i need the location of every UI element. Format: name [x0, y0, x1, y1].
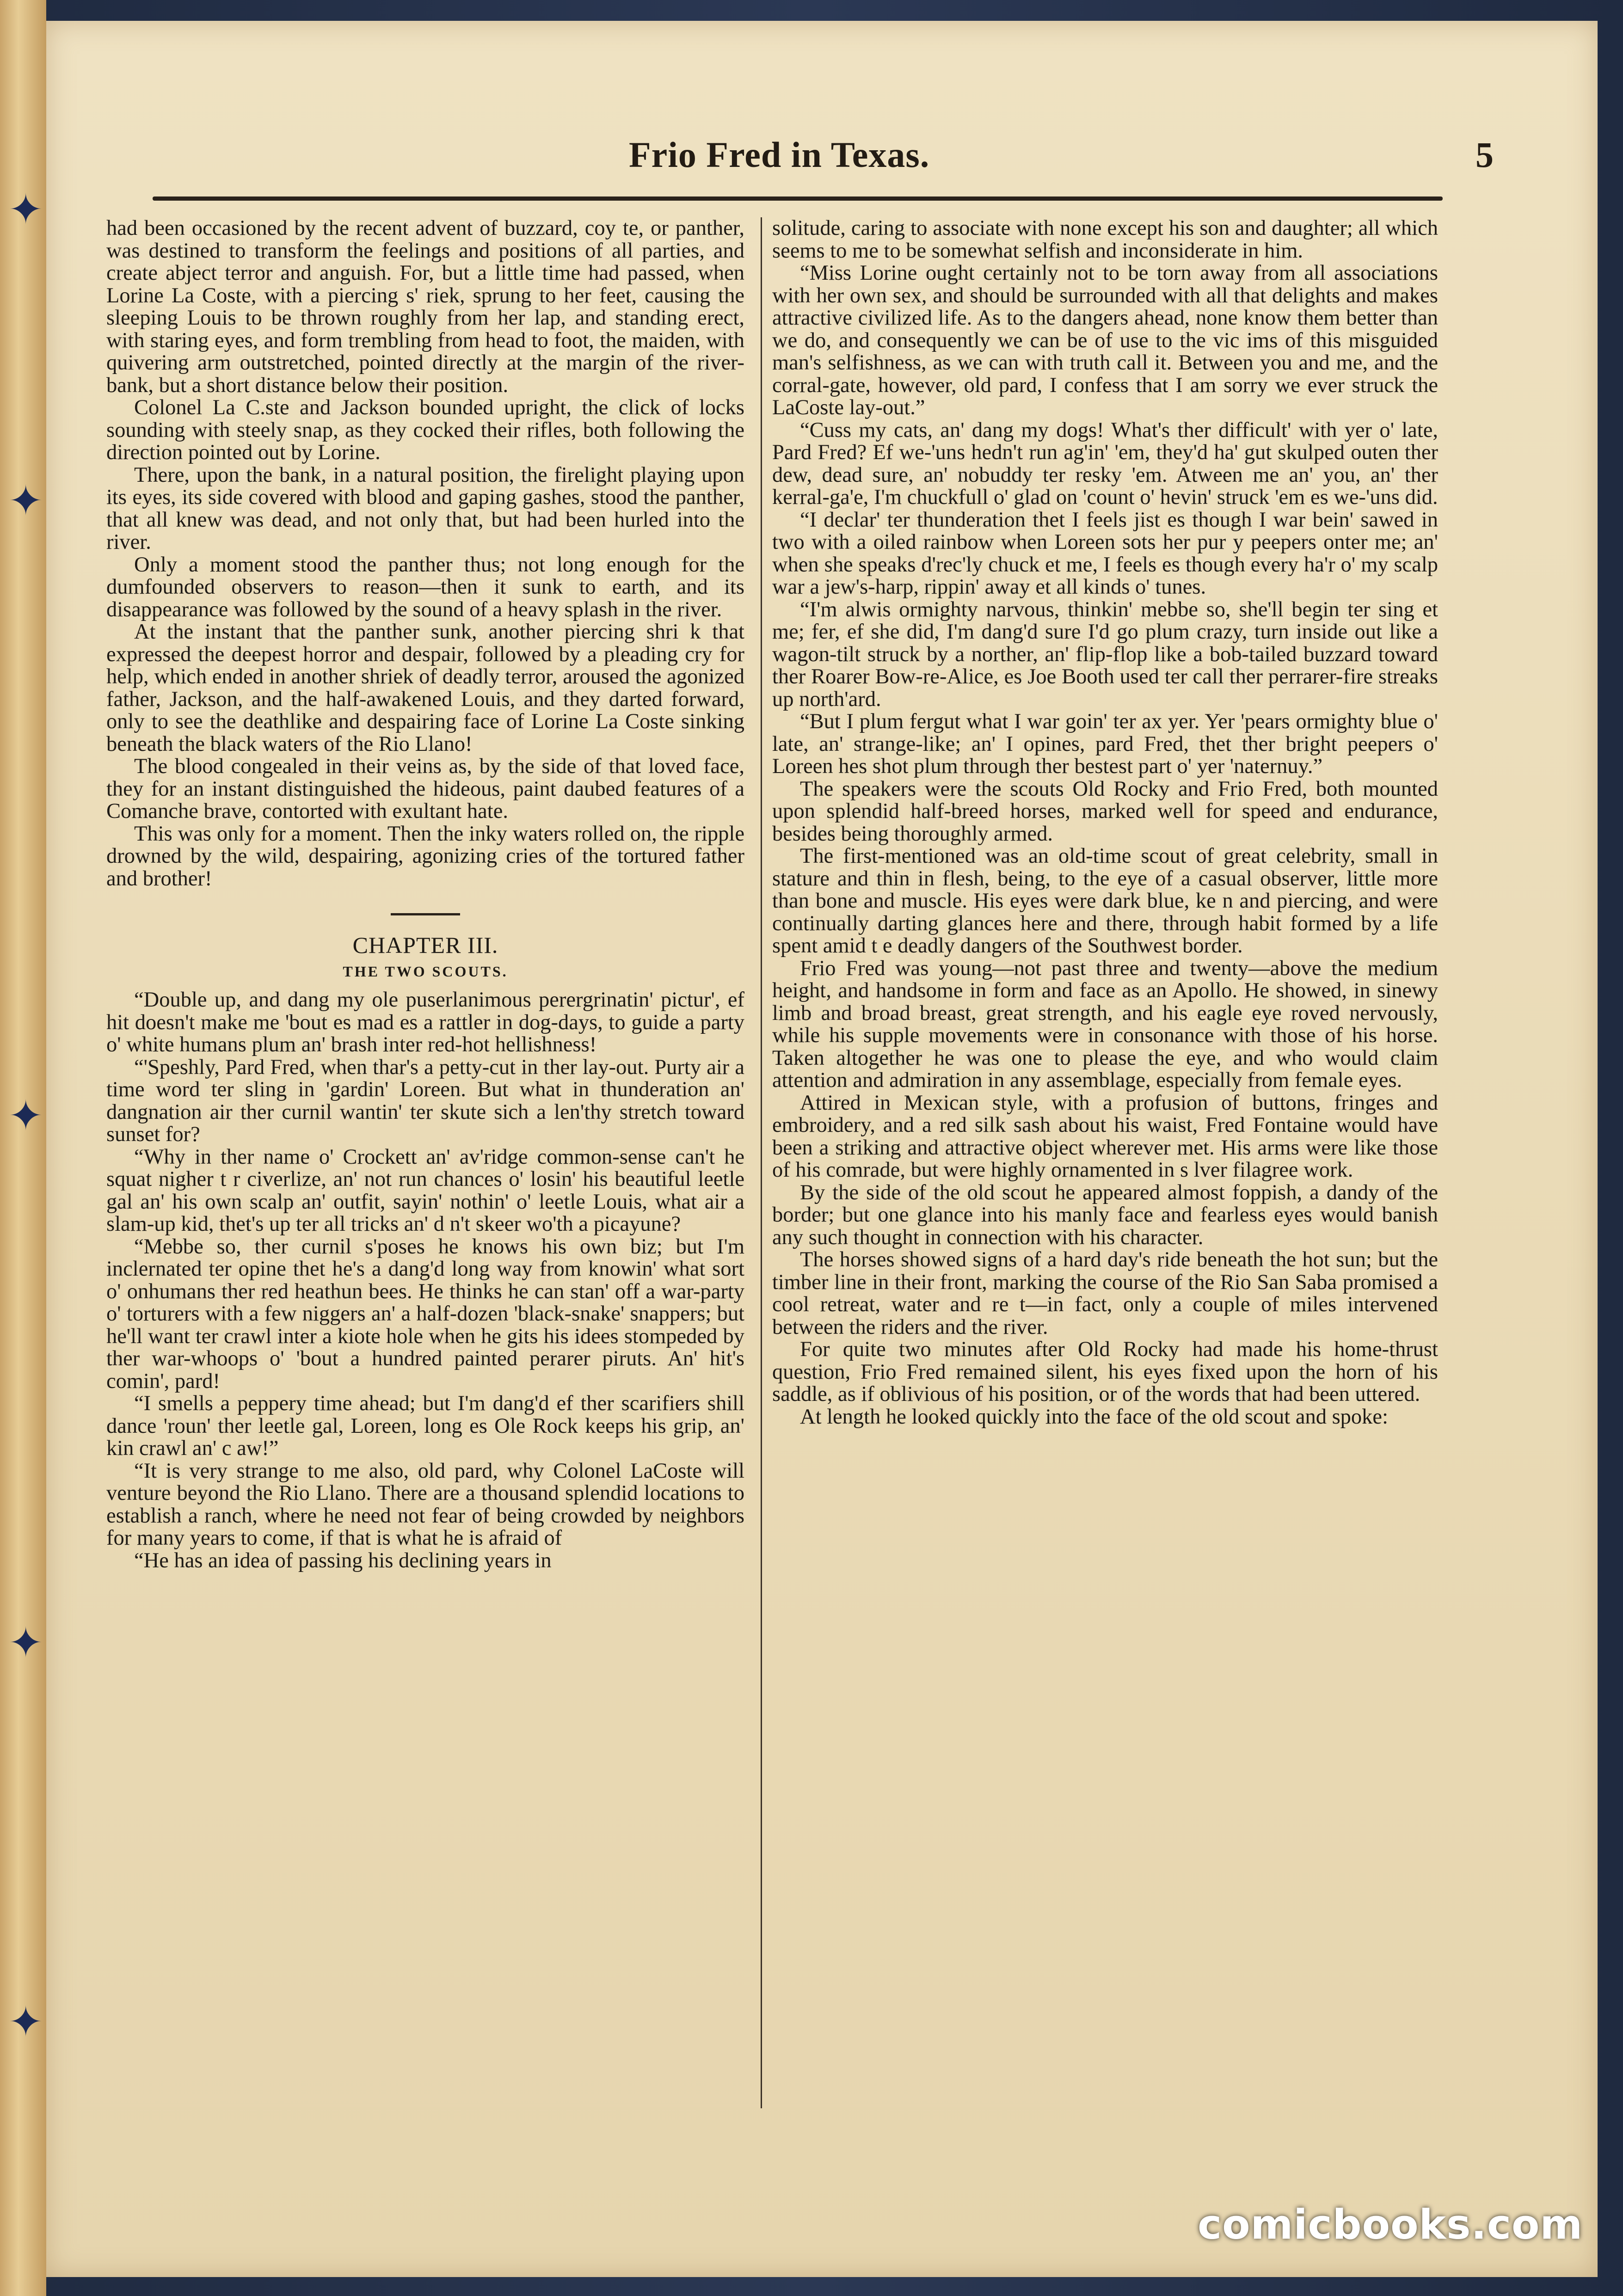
paragraph: “It is very strange to me also, old pard, why Colonel LaCoste will venture beyond the Rio Llano. There are a thousand splendid locations to establish a ranch, where he need not fear of being crowded by neighbors for many years to come, if that is what he is afraid of [106, 1459, 744, 1550]
paragraph: At length he looked quickly into the face of the old scout and spoke: [800, 1405, 1388, 1429]
paragraph: “Why in ther name o' Crockett an' av'ridge common-sense can't he squat nigher t r civerlize, an' not run chances o' losin' his beautiful leetle gal an' his own scalp an' outfit, sayin' nothin' o' leetle Louis, what air a slam-up kid, thet's up ter all tricks an' d n't skeer wo'th a picayune? [106, 1145, 744, 1236]
stitch-mark-icon: ✦ [8, 1093, 43, 1139]
paragraph: Only a moment stood the panther thus; not long enough for the dumfounded observers to reason—then it sunk to earth, and its disappearance was followed by the sound of a heavy splash in the river. [106, 553, 744, 621]
paragraph: Attired in Mexican style, with a profusion of buttons, fringes and embroidery, and a red silk sash about his waist, Fred Fontaine would have been a striking and attractive object wherever met. His arms were like those of his comrade, but were highly ornamented in s lver filagree work. [772, 1091, 1438, 1182]
stitch-mark-icon: ✦ [8, 187, 43, 233]
paragraph: For quite two minutes after Old Rocky had made his home-thrust question, Frio Fred remained silent, his eyes fixed upon the horn of his saddle, as if oblivious of his position, or of the words that had been uttered. [772, 1338, 1438, 1406]
paragraph: “'Speshly, Pard Fred, when thar's a petty-cut in ther lay-out. Purty air a time word ter sling in 'gardin' Loreen. But what in thunderation an' dangnation air ther curnil wantin' ter skute sich a len'thy stretch toward sunset for? [106, 1055, 744, 1146]
left-column [106, 217, 744, 1572]
stitch-mark-icon: ✦ [8, 479, 43, 524]
paragraph: had been occasioned by the recent advent of buzzard, coy te, or panther, was destined to transform the feelings and positions of all parties, and create abject terror and anguish. For, but a little time had passed, when Lorine La Coste, with a piercing s' riek, sprung to her feet, causing the sleeping Louis to be thrown roughly from her lap, and standing erect, with staring eyes, and form trembling from head to foot, the maiden, with quivering arm outstretched, pointed directly at the margin of the river-bank, but a short distance below their position. [106, 216, 744, 397]
paragraph: “Double up, and dang my ole puserlanimous perergrinatin' pictur', ef hit doesn't make me 'bout es mad es a rattler in dog-days, to guide a party o' white humans plum an' brash inter red-hot hellishness! [106, 988, 744, 1056]
paragraph: The blood congealed in their veins as, by the side of that loved face, they for an instant distinguished the hideous, paint daubed features of a Comanche brave, contorted with exultant hate. [106, 755, 744, 823]
paragraph: By the side of the old scout he appeared almost foppish, a dandy of the border; but one glance into his manly face and fearless eyes would banish any such thought in connection with his character. [772, 1180, 1438, 1249]
paragraph: “Cuss my cats, an' dang my dogs! What's ther difficult' with yer o' late, Pard Fred? Ef we-'uns hedn't run ag'in' 'em, they'd ha' gut skulped outen ther dew, dead sure, an' nobuddy ter resky 'em. Atween me an' you, an' ther kerral-ga'e, I'm chuckfull o' glad on 'count o' hevin' struck 'em es we-'uns did. [772, 418, 1438, 509]
paragraph: “Mebbe so, ther curnil s'poses he knows his own biz; but I'm inclernated ter opine thet he's a dang'd long way from knowin' what sort o' onhumans ther red heathun bees. He thinks he can stan' off a war-party o' torturers with a few niggers an' a half-dozen 'black-snake' snappers; but he'll want ter crawl inter a kiote hole when he gits his idees stompeded by ther war-whoops o' 'bout a hundred painted perarer piruts. An' hit's comin', pard! [106, 1234, 744, 1393]
header-rule [153, 196, 1443, 201]
chapter-title: CHAPTER III. [352, 932, 498, 958]
binding-spine [0, 0, 46, 2296]
paragraph: solitude, caring to associate with none except his son and daughter; all which seems to me to be somewhat selfish and inconsiderate in him. [772, 216, 1438, 263]
paragraph: “I smells a peppery time ahead; but I'm dang'd ef ther scarifiers shill dance 'roun' ther leetle gal, Loreen, long es Ole Rock keeps his grip, an' kin crawl an' c aw!” [106, 1392, 744, 1460]
paragraph: This was only for a moment. Then the inky waters rolled on, the ripple drowned by the wild, despairing, agonizing cries of the tortured father and brother! [106, 822, 744, 890]
stitch-mark-icon: ✦ [8, 2000, 43, 2045]
paragraph: The horses showed signs of a hard day's ride beneath the hot sun; but the timber line in their front, marking the course of the Rio San Saba promised a cool retreat, water and re t—in fact, only a couple of miles intervened between the riders and the river. [772, 1248, 1438, 1339]
section-divider [391, 913, 460, 915]
column-divider [761, 217, 762, 2108]
stitch-mark-icon: ✦ [8, 1621, 43, 1666]
running-header [153, 134, 1494, 190]
paragraph: At the instant that the panther sunk, another piercing shri k that expressed the deepest horror and despair, followed by a pleading cry for help, which ended in another shriek of deadly terror, aroused the agonized father, Jackson, and the half-awakened Louis, and they darted forward, only to see the deathlike and despairing face of Lorine La Coste sinking beneath the black waters of the Rio Llano! [106, 620, 744, 756]
paragraph: The first-mentioned was an old-time scout of great celebrity, small in stature and thin in flesh, being, to the eye of a casual observer, little more than bone and muscle. His eyes were dark blue, ke n and piercing, and were continually darting glances here and there, through habit formed by a life spent amid t e deadly dangers of the Southwest border. [772, 844, 1438, 958]
paragraph: Colonel La C.ste and Jackson bounded upright, the click of locks sounding with steely snap, as they cocked their rifles, both following the direction pointed out by Lorine. [106, 396, 744, 464]
page-number: 5 [1475, 135, 1494, 175]
paragraph: “He has an idea of passing his declining years in [134, 1548, 552, 1572]
watermark: comicbooks.com [1198, 2201, 1583, 2248]
paragraph: The speakers were the scouts Old Rocky and Frio Fred, both mounted upon splendid half-breed horses, marked well for speed and endurance, besides being thoroughly armed. [772, 777, 1438, 846]
right-column [772, 217, 1438, 1428]
paragraph: There, upon the bank, in a natural position, the firelight playing upon its eyes, its side covered with blood and gaping gashes, stood the panther, that all knew was dead, and not only that, but had been hurled into the river. [106, 463, 744, 554]
paragraph: “But I plum fergut what I war goin' ter ax yer. Yer 'pears ormighty blue o' late, an' strange-like; an' I opines, pard Fred, thet ther bright peepers o' Loreen hes shot plum through ther bestest part o' yer 'naternuy.” [772, 710, 1438, 778]
paragraph: “I'm alwis ormighty narvous, thinkin' mebbe so, she'll begin ter sing et me; fer, ef she did, I'm dang'd sure I'd go plum crazy, turn inside out like a wagon-tilt struck by a norther, an' flip-flop like a bob-tailed buzzard toward ther Roarer Bow-re-Alice, es Joe Booth used ter call ther perrarer-fire streaks up north'ard. [772, 597, 1438, 711]
header-title: Frio Fred in Texas. [629, 135, 930, 175]
paragraph: “Miss Lorine ought certainly not to be torn away from all associations with her own sex, and should be surrounded with all that delights and makes attractive civilized life. As to the dangers ahead, none know them better than we do, and consequently we can be of use to the vic ims of this misguided man's selfishness, as we can with truth call it. Between you and me, and the corral-gate, however, old pard, I confess that I am sorry we ever struck the LaCoste lay-out.” [772, 261, 1438, 419]
paragraph: Frio Fred was young—not past three and twenty—above the medium height, and handsome in form and face as an Apollo. He showed, in sinewy limb and broad breast, great strength, and his eagle eye roved nervously, while his supple movements were in consonance with those of his horse. Taken altogether he was one to please the eye, and who would claim attention and admiration in any assemblage, especially from female eyes. [772, 956, 1438, 1092]
paragraph: “I declar' ter thunderation thet I feels jist es though I war bein' sawed in two with a oiled rainbow when Loreen sots her pur y peepers onter me; an' when she speaks d'rec'ly chuck et me, I feels es though every ha'r o' my scalp war a jew's-harp, rippin' away et all kinds o' tunes. [772, 508, 1438, 599]
chapter-subtitle: THE TWO SCOUTS. [343, 963, 508, 980]
